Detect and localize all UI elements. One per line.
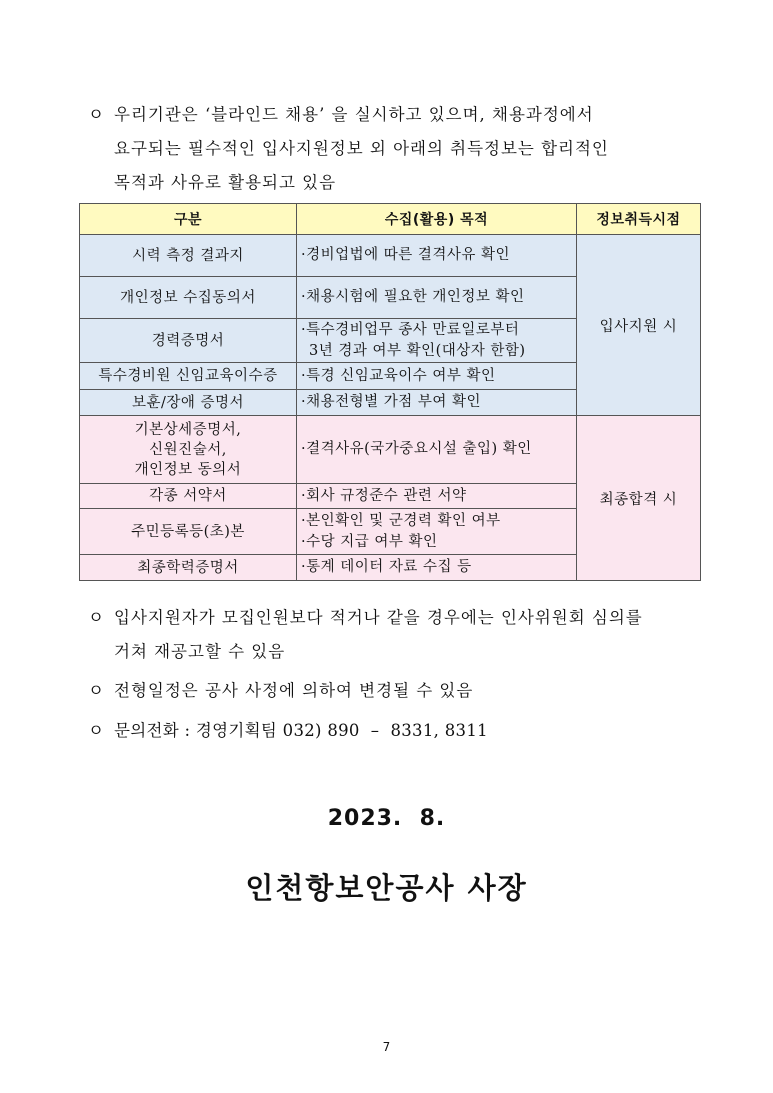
- row-purpose: ·특경 신임교육이수 여부 확인: [297, 363, 577, 390]
- note-text: [114, 601, 708, 669]
- timing-final-pass: 최종합격 시: [577, 416, 701, 581]
- note-reannouncement: [88, 601, 708, 669]
- name-line: 신원진술서,: [149, 441, 227, 458]
- row-purpose: [297, 319, 577, 363]
- row-purpose: ·결격사유(국가중요시설 출입) 확인: [297, 416, 577, 484]
- intro-line: 목적과 사유로 활용되고 있음: [114, 173, 337, 192]
- table-row: [80, 235, 701, 277]
- bullet-icon: ㅇ: [88, 105, 105, 124]
- row-name: 개인정보 수집동의서: [80, 277, 297, 319]
- row-purpose: ·통계 데이터 자료 수집 등: [297, 555, 577, 581]
- row-name: [80, 416, 297, 484]
- row-name: 시력 측정 결과지: [80, 235, 297, 277]
- row-name: 각종 서약서: [80, 484, 297, 509]
- intro-text: [114, 98, 708, 200]
- header-timing: 정보취득시점: [577, 204, 701, 235]
- row-purpose: ·채용전형별 가점 부여 확인: [297, 390, 577, 416]
- note-schedule-change: [88, 674, 708, 708]
- document-date: 2023. 8.: [327, 806, 446, 831]
- intro-paragraph: [88, 98, 708, 200]
- purpose-line: ·수당 지급 여부 확인: [301, 533, 438, 550]
- row-name: 보훈/장애 증명서: [80, 390, 297, 416]
- header-purpose: 수집(활용) 목적: [297, 204, 577, 235]
- contact-text: 문의전화 : 경영기획팀 032) 890 – 8331, 8311: [114, 721, 488, 740]
- bullet-icon: ㅇ: [88, 721, 105, 740]
- info-collection-table: [79, 203, 701, 581]
- bullet-icon: ㅇ: [88, 681, 105, 700]
- table-row: [80, 416, 701, 484]
- table-header-row: [80, 204, 701, 235]
- row-purpose: [297, 509, 577, 555]
- intro-line: 우리기관은 ‘블라인드 채용’ 을 실시하고 있으며, 채용과정에서: [114, 105, 594, 124]
- row-purpose: ·채용시험에 필요한 개인정보 확인: [297, 277, 577, 319]
- row-purpose: ·경비업법에 따른 결격사유 확인: [297, 235, 577, 277]
- row-name: 경력증명서: [80, 319, 297, 363]
- row-purpose: ·회사 규정준수 관련 서약: [297, 484, 577, 509]
- name-line: 기본상세증명서,: [134, 421, 242, 438]
- page-number: 7: [382, 1040, 391, 1054]
- bullet-icon: ㅇ: [88, 608, 105, 627]
- note-text: 전형일정은 공사 사정에 의하여 변경될 수 있음: [114, 681, 474, 700]
- purpose-line: ·본인확인 및 군경력 확인 여부: [301, 512, 501, 529]
- timing-application: 입사지원 시: [577, 235, 701, 416]
- row-name: 특수경비원 신임교육이수증: [80, 363, 297, 390]
- name-line: 개인정보 동의서: [134, 461, 242, 478]
- note-line: 거쳐 재공고할 수 있음: [114, 642, 286, 661]
- row-name: 최종학력증명서: [80, 555, 297, 581]
- purpose-line: ·특수경비업무 종사 만료일로부터: [301, 321, 520, 338]
- intro-line: 요구되는 필수적인 입사지원정보 외 아래의 취득정보는 합리적인: [114, 139, 609, 158]
- row-name: 주민등록등(초)본: [80, 509, 297, 555]
- purpose-line: 3년 경과 여부 확인(대상자 한함): [309, 342, 526, 359]
- note-line: 입사지원자가 모집인원보다 적거나 같을 경우에는 인사위원회 심의를: [114, 608, 643, 627]
- note-contact: [88, 714, 708, 748]
- organization-signature: 인천항보안공사 사장: [245, 871, 528, 905]
- header-category: 구분: [80, 204, 297, 235]
